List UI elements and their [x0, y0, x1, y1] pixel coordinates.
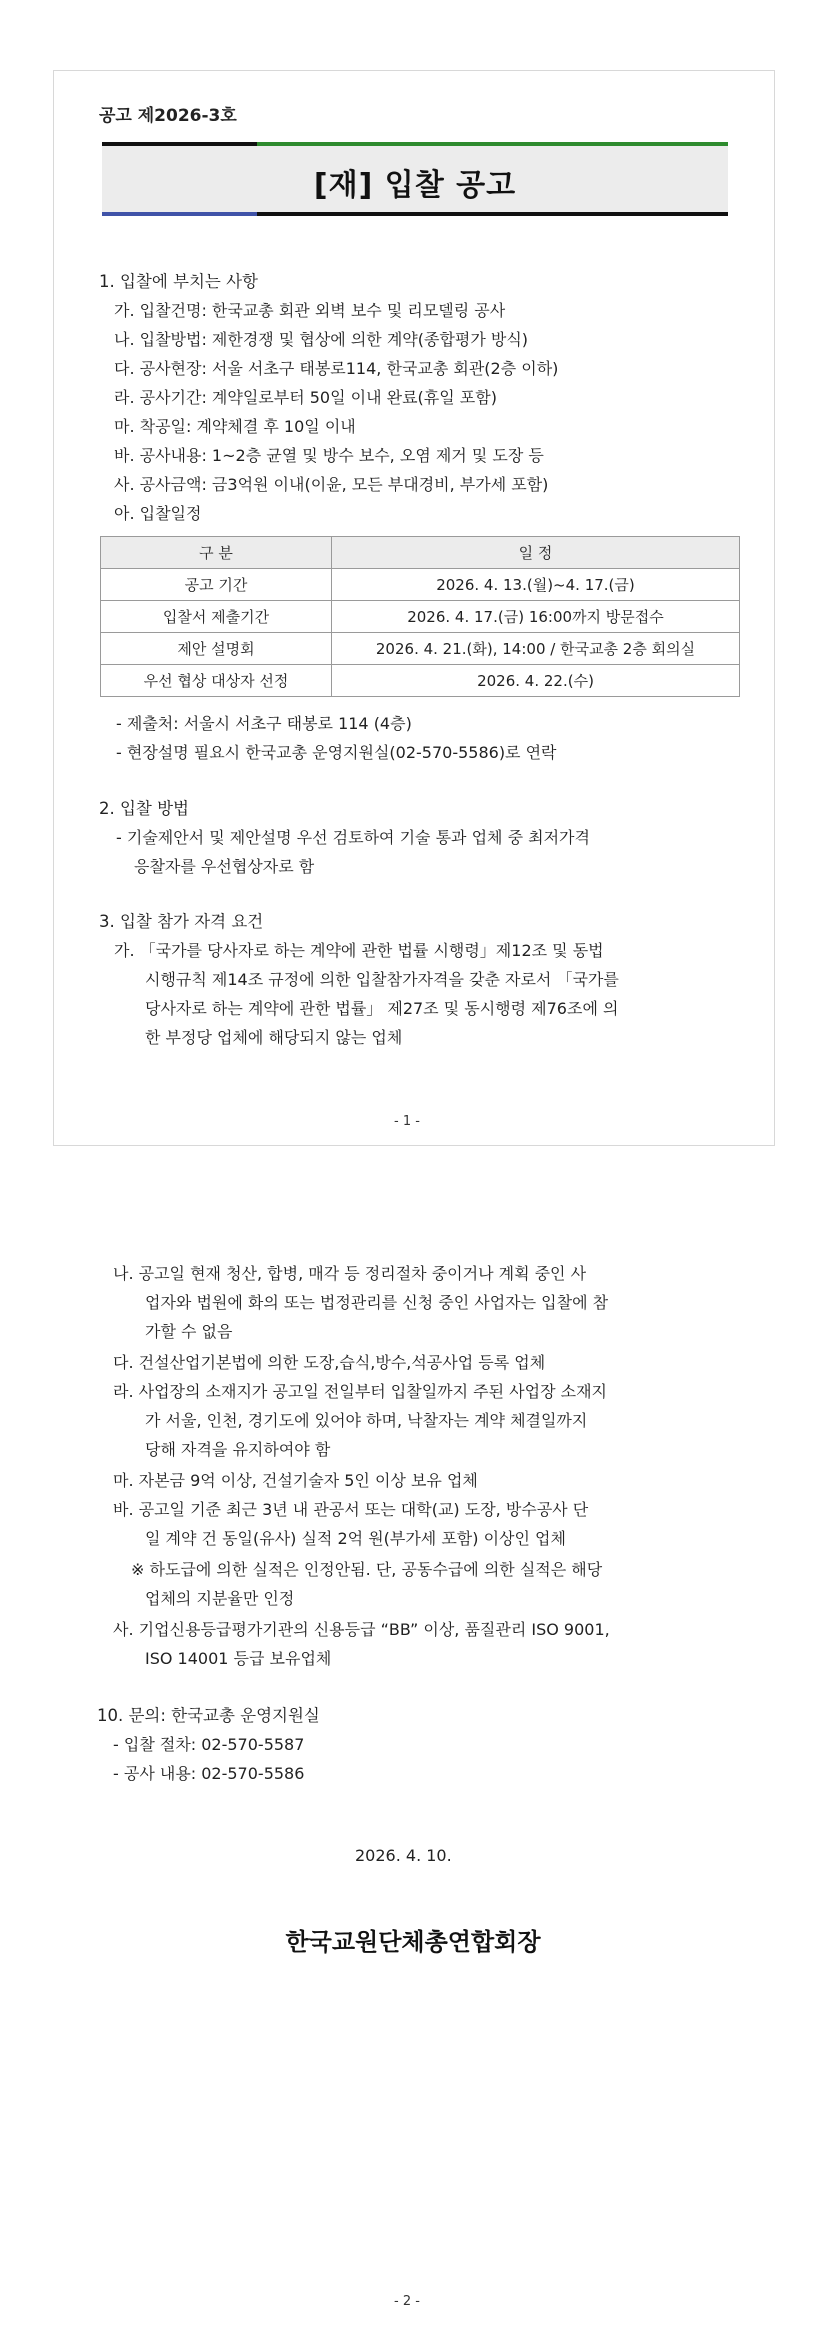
table-row: [101, 601, 740, 633]
list-item: 다. 공사현장: 서울 서초구 태봉로114, 한국교총 회관(2층 이하): [114, 359, 559, 378]
table-header-row: [101, 537, 740, 569]
table-cell: 2026. 4. 22.(수): [332, 665, 740, 697]
page-1: [53, 70, 775, 1146]
page-number: - 2 -: [394, 2294, 420, 2309]
text-line: 가. 「국가를 당사자로 하는 계약에 관한 법률 시행령」제12조 및 동법: [114, 941, 604, 960]
title-bar-top-right: [257, 142, 728, 146]
signature: 한국교원단체총연합회장: [285, 1928, 541, 1956]
list-item: 라. 공사기간: 계약일로부터 50일 이내 완료(휴일 포함): [114, 388, 497, 407]
text-line: 바. 공고일 기준 최근 3년 내 관공서 또는 대학(교) 도장, 방수공사 단: [113, 1500, 589, 1519]
list-item: 나. 입찰방법: 제한경쟁 및 협상에 의한 계약(종합평가 방식): [114, 330, 529, 349]
text-line: 나. 공고일 현재 청산, 합병, 매각 등 정리절차 중이거나 계획 중인 사: [113, 1264, 587, 1283]
table-row: [101, 569, 740, 601]
note-line: - 현장설명 필요시 한국교총 운영지원실(02-570-5586)로 연락: [116, 743, 557, 762]
page-number: - 1 -: [394, 1114, 420, 1129]
text-line: 응찰자를 우선협상자로 함: [134, 857, 315, 876]
table-cell: 공고 기간: [101, 569, 332, 601]
section-2-heading: 2. 입찰 방법: [99, 799, 189, 818]
table-cell: 입찰서 제출기간: [101, 601, 332, 633]
table-row: [101, 633, 740, 665]
text-line: ※ 하도급에 의한 실적은 인정안됨. 단, 공동수급에 의한 실적은 해당: [131, 1560, 603, 1579]
list-item: 아. 입찰일정: [114, 504, 202, 523]
text-line: 가 서울, 인천, 경기도에 있어야 하며, 낙찰자는 계약 체결일까지: [145, 1411, 588, 1430]
text-line: 마. 자본금 9억 이상, 건설기술자 5인 이상 보유 업체: [113, 1471, 478, 1490]
schedule-table: [100, 536, 740, 697]
table-cell: 2026. 4. 13.(월)~4. 17.(금): [332, 569, 740, 601]
table-header-cell: 구 분: [101, 537, 332, 569]
text-line: 한 부정당 업체에 해당되지 않는 업체: [145, 1028, 403, 1047]
contact-line: - 입찰 절차: 02-570-5587: [113, 1735, 305, 1754]
text-line: - 기술제안서 및 제안설명 우선 검토하여 기술 통과 업체 중 최저가격: [116, 828, 590, 847]
table-cell: 제안 설명회: [101, 633, 332, 665]
contact-line: - 공사 내용: 02-570-5586: [113, 1764, 305, 1783]
text-line: 다. 건설산업기본법에 의한 도장,습식,방수,석공사업 등록 업체: [113, 1353, 546, 1372]
notice-number: 공고 제2026-3호: [99, 106, 237, 126]
table-cell: 우선 협상 대상자 선정: [101, 665, 332, 697]
text-line: ISO 14001 등급 보유업체: [145, 1649, 332, 1668]
text-line: 업자와 법원에 화의 또는 법정관리를 신청 중인 사업자는 입찰에 참: [145, 1293, 609, 1312]
text-line: 업체의 지분율만 인정: [145, 1589, 295, 1608]
list-item: 가. 입찰건명: 한국교총 회관 외벽 보수 및 리모델링 공사: [114, 301, 506, 320]
document-title: [재] 입찰 공고: [313, 168, 517, 203]
table-header-cell: 일 정: [332, 537, 740, 569]
table-row: [101, 665, 740, 697]
text-line: 일 계약 건 동일(유사) 실적 2억 원(부가세 포함) 이상인 업체: [145, 1529, 566, 1548]
section-1-heading: 1. 입찰에 부치는 사항: [99, 272, 258, 291]
table-cell: 2026. 4. 17.(금) 16:00까지 방문접수: [332, 601, 740, 633]
title-box: [102, 142, 728, 216]
section-3-heading: 3. 입찰 참가 자격 요건: [99, 912, 264, 931]
notice-date: 2026. 4. 10.: [355, 1846, 452, 1865]
text-line: 시행규칙 제14조 규정에 의한 입찰참가자격을 갖춘 자로서 「국가를: [145, 970, 619, 989]
text-line: 당해 자격을 유지하여야 함: [145, 1440, 331, 1459]
section-10-heading: 10. 문의: 한국교총 운영지원실: [97, 1706, 320, 1725]
title-bar-bottom-right: [257, 212, 728, 216]
table-cell: 2026. 4. 21.(화), 14:00 / 한국교총 2층 회의실: [332, 633, 740, 665]
list-item: 마. 착공일: 계약체결 후 10일 이내: [114, 417, 356, 436]
note-line: - 제출처: 서울시 서초구 태봉로 114 (4층): [116, 714, 412, 733]
text-line: 라. 사업장의 소재지가 공고일 전일부터 입찰일까지 주된 사업장 소재지: [113, 1382, 607, 1401]
text-line: 가할 수 없음: [145, 1322, 233, 1341]
title-bar-top-left: [102, 142, 257, 146]
text-line: 사. 기업신용등급평가기관의 신용등급 “BB” 이상, 품질관리 ISO 9001,: [113, 1620, 610, 1639]
list-item: 사. 공사금액: 금3억원 이내(이윤, 모든 부대경비, 부가세 포함): [114, 475, 549, 494]
title-bar-bottom-left: [102, 212, 257, 216]
text-line: 당사자로 하는 계약에 관한 법률」 제27조 및 동시행령 제76조에 의: [145, 999, 619, 1018]
list-item: 바. 공사내용: 1~2층 균열 및 방수 보수, 오염 제거 및 도장 등: [114, 446, 544, 465]
